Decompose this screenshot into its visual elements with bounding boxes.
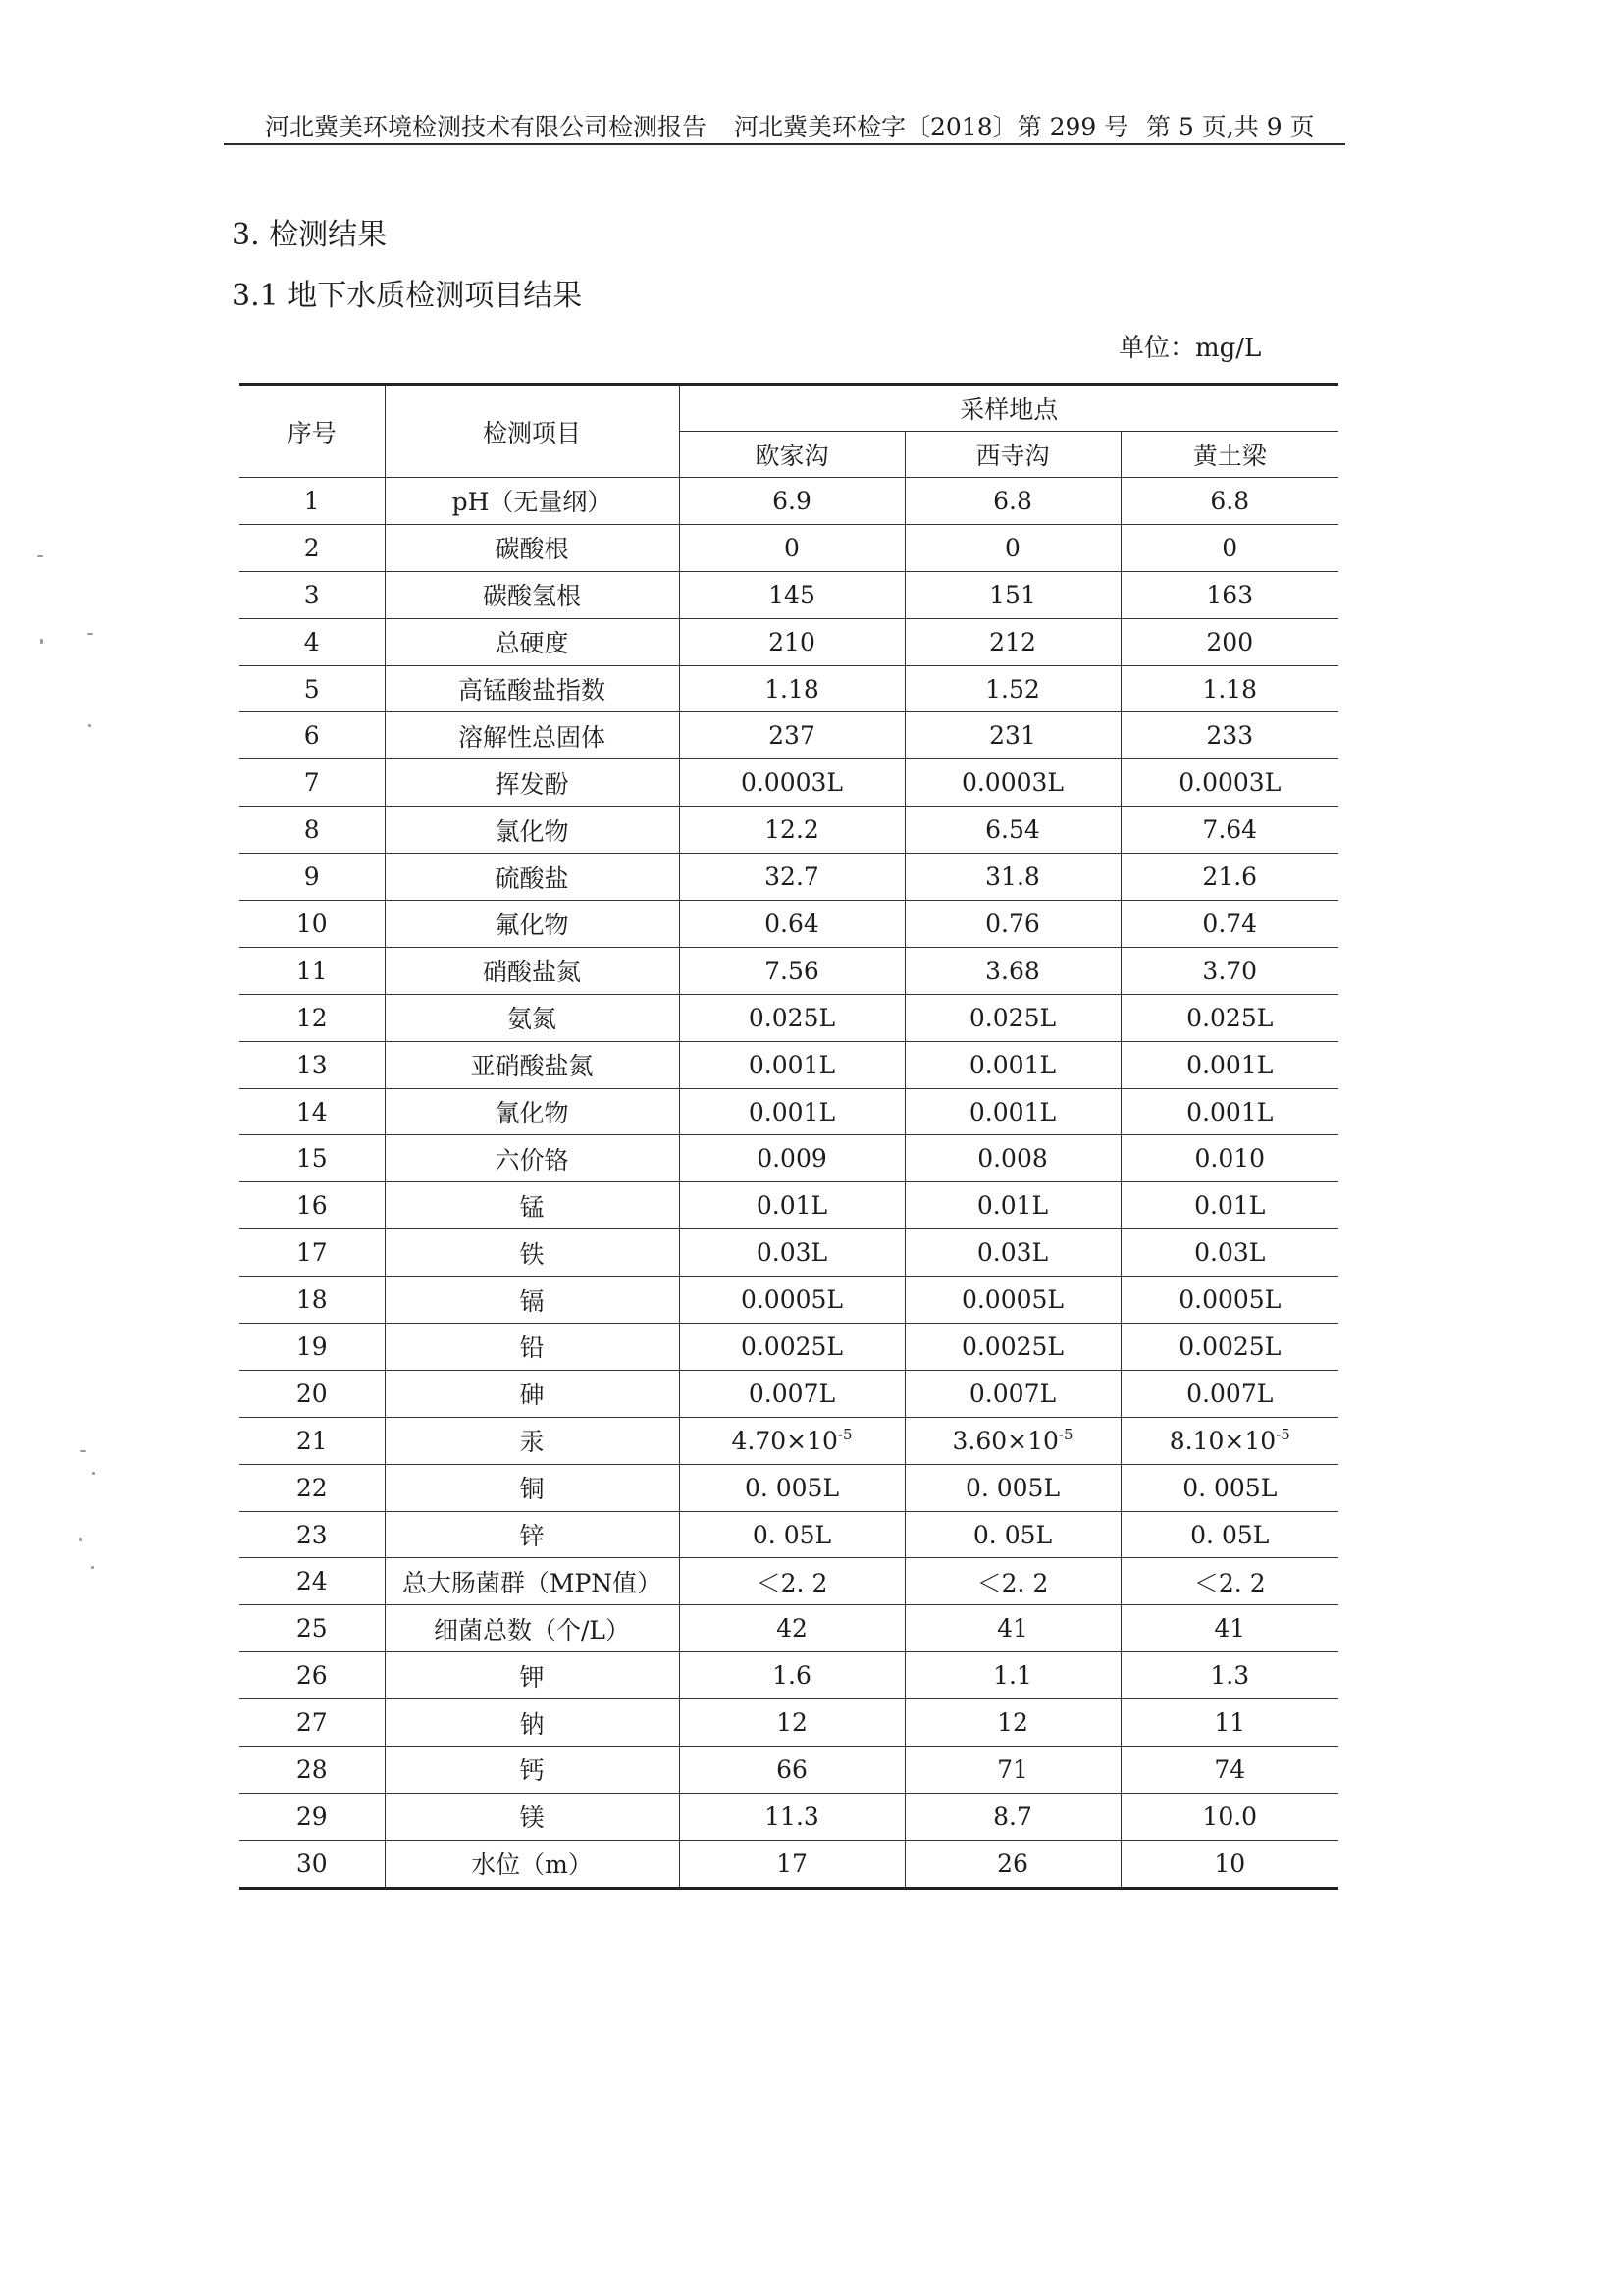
cell-value: 0.009 — [679, 1135, 905, 1182]
cell-item: 水位（m） — [385, 1840, 679, 1888]
cell-item: 铅 — [385, 1324, 679, 1371]
cell-value: 0.0025L — [1121, 1324, 1338, 1371]
cell-value: 0. 005L — [1121, 1464, 1338, 1511]
header-cell-no: 序号 — [239, 385, 385, 478]
cell-no: 30 — [239, 1840, 385, 1888]
cell-no: 26 — [239, 1652, 385, 1699]
cell-value: 0.03L — [905, 1229, 1121, 1277]
cell-item: 总硬度 — [385, 618, 679, 665]
cell-value: 0.03L — [679, 1229, 905, 1277]
cell-value: 0.008 — [905, 1135, 1121, 1182]
table-row — [239, 712, 1338, 759]
cell-item: 铁 — [385, 1229, 679, 1277]
cell-item: 亚硝酸盐氮 — [385, 1041, 679, 1088]
cell-value: 0.010 — [1121, 1135, 1338, 1182]
cell-item: 钾 — [385, 1652, 679, 1699]
cell-item: 锌 — [385, 1511, 679, 1558]
cell-item: 溶解性总固体 — [385, 712, 679, 759]
scan-speck — [88, 724, 91, 727]
cell-item: 总大肠菌群（MPN值） — [385, 1558, 679, 1605]
cell-value: 32.7 — [679, 854, 905, 901]
cell-value: 0.001L — [1121, 1088, 1338, 1135]
cell-no: 11 — [239, 947, 385, 994]
cell-value: 0.64 — [679, 901, 905, 948]
table-row — [239, 1558, 1338, 1605]
cell-value: 0.001L — [905, 1041, 1121, 1088]
scan-speck — [92, 1472, 95, 1475]
table-row — [239, 901, 1338, 948]
table-row — [239, 759, 1338, 807]
cell-value: 163 — [1121, 571, 1338, 618]
table-row — [239, 1417, 1338, 1464]
cell-no: 4 — [239, 618, 385, 665]
table-row — [239, 1840, 1338, 1888]
cell-item: pH（无量纲） — [385, 478, 679, 525]
cell-value: 0.025L — [905, 994, 1121, 1041]
table-row — [239, 807, 1338, 854]
table-row — [239, 994, 1338, 1041]
cell-value: 210 — [679, 618, 905, 665]
cell-value: 231 — [905, 712, 1121, 759]
cell-value: 31.8 — [905, 854, 1121, 901]
table-row — [239, 618, 1338, 665]
cell-value: 0.001L — [679, 1041, 905, 1088]
table-row — [239, 1699, 1338, 1747]
cell-item: 细菌总数（个/L） — [385, 1605, 679, 1652]
cell-no: 17 — [239, 1229, 385, 1277]
table-row — [239, 571, 1338, 618]
scan-speck — [40, 639, 43, 644]
cell-value: 0. 05L — [1121, 1511, 1338, 1558]
scan-speck — [37, 555, 43, 557]
header-company: 河北冀美环境检测技术有限公司检测报告 — [265, 113, 707, 141]
cell-value: 0.0025L — [905, 1324, 1121, 1371]
cell-item: 高锰酸盐指数 — [385, 665, 679, 712]
cell-value: 7.56 — [679, 947, 905, 994]
table-row — [239, 478, 1338, 525]
cell-value: 0.76 — [905, 901, 1121, 948]
table-row — [239, 1135, 1338, 1182]
cell-value: 233 — [1121, 712, 1338, 759]
table-row — [239, 1277, 1338, 1324]
cell-value: 26 — [905, 1840, 1121, 1888]
cell-no: 19 — [239, 1324, 385, 1371]
cell-value: 6.8 — [905, 478, 1121, 525]
cell-no: 10 — [239, 901, 385, 948]
scan-speck — [91, 1566, 94, 1569]
table-row — [239, 524, 1338, 571]
cell-no: 3 — [239, 571, 385, 618]
cell-value: 0.74 — [1121, 901, 1338, 948]
cell-value: 6.54 — [905, 807, 1121, 854]
cell-item: 汞 — [385, 1417, 679, 1464]
cell-no: 25 — [239, 1605, 385, 1652]
cell-item: 碳酸根 — [385, 524, 679, 571]
table-row — [239, 1370, 1338, 1417]
value-base: 3.60×10 — [952, 1426, 1059, 1455]
header-cell-site: 欧家沟 — [679, 432, 905, 478]
header-report-code: 河北冀美环检字〔2018〕第 299 号 — [734, 113, 1129, 141]
cell-no: 22 — [239, 1464, 385, 1511]
groundwater-results-table — [239, 383, 1338, 1890]
cell-item: 氨氮 — [385, 994, 679, 1041]
subsection-title: 3.1 地下水质检测项目结果 — [232, 279, 583, 313]
scan-speck — [87, 633, 93, 635]
cell-item: 铜 — [385, 1464, 679, 1511]
scan-speck — [80, 1450, 86, 1452]
cell-item: 锰 — [385, 1182, 679, 1229]
cell-value: ＜2. 2 — [1121, 1558, 1338, 1605]
cell-item: 挥发酚 — [385, 759, 679, 807]
cell-value: 237 — [679, 712, 905, 759]
unit-label: 单位：mg/L — [1119, 334, 1262, 363]
cell-no: 21 — [239, 1417, 385, 1464]
results-table-container — [239, 383, 1338, 1890]
table-row — [239, 947, 1338, 994]
table-row — [239, 1464, 1338, 1511]
table-row — [239, 1793, 1338, 1840]
cell-no: 14 — [239, 1088, 385, 1135]
cell-no: 12 — [239, 994, 385, 1041]
header-cell-site: 黄土梁 — [1121, 432, 1338, 478]
cell-no: 23 — [239, 1511, 385, 1558]
cell-value: 200 — [1121, 618, 1338, 665]
cell-value: 0.03L — [1121, 1229, 1338, 1277]
cell-value: ＜2. 2 — [679, 1558, 905, 1605]
table-row — [239, 1324, 1338, 1371]
cell-no: 9 — [239, 854, 385, 901]
cell-value: 0. 05L — [679, 1511, 905, 1558]
cell-value: 66 — [679, 1747, 905, 1794]
cell-value: 0. 005L — [905, 1464, 1121, 1511]
section-title: 3. 检测结果 — [232, 218, 388, 252]
header-cell-sampling-site: 采样地点 — [679, 385, 1338, 432]
cell-no: 6 — [239, 712, 385, 759]
cell-value: 0.007L — [1121, 1370, 1338, 1417]
cell-value: 0.001L — [1121, 1041, 1338, 1088]
table-row — [239, 1182, 1338, 1229]
cell-value: 7.64 — [1121, 807, 1338, 854]
header-page-info: 第 5 页,共 9 页 — [1146, 113, 1315, 141]
cell-value: 0.0003L — [905, 759, 1121, 807]
cell-item: 氟化物 — [385, 901, 679, 948]
cell-value: 12 — [905, 1699, 1121, 1747]
cell-value: 1.6 — [679, 1652, 905, 1699]
cell-value: 10.0 — [1121, 1793, 1338, 1840]
cell-value: 3.68 — [905, 947, 1121, 994]
cell-value: 0 — [1121, 524, 1338, 571]
cell-item: 硫酸盐 — [385, 854, 679, 901]
cell-no: 13 — [239, 1041, 385, 1088]
value-base: 8.10×10 — [1169, 1426, 1277, 1455]
cell-value: 42 — [679, 1605, 905, 1652]
cell-value: 145 — [679, 571, 905, 618]
cell-item: 钠 — [385, 1699, 679, 1747]
cell-value: 1.18 — [1121, 665, 1338, 712]
cell-value: 0 — [679, 524, 905, 571]
cell-no: 7 — [239, 759, 385, 807]
cell-value: 0.025L — [1121, 994, 1338, 1041]
header-cell-site: 西寺沟 — [905, 432, 1121, 478]
table-row — [239, 1605, 1338, 1652]
cell-value: 3.70 — [1121, 947, 1338, 994]
cell-value: 0.007L — [905, 1370, 1121, 1417]
cell-value: 1.18 — [679, 665, 905, 712]
cell-no: 28 — [239, 1747, 385, 1794]
cell-no: 18 — [239, 1277, 385, 1324]
cell-value — [1121, 1417, 1338, 1464]
cell-value: 0.001L — [679, 1088, 905, 1135]
cell-value: 0.0003L — [1121, 759, 1338, 807]
table-row — [239, 1747, 1338, 1794]
cell-item: 氯化物 — [385, 807, 679, 854]
cell-no: 20 — [239, 1370, 385, 1417]
cell-item: 硝酸盐氮 — [385, 947, 679, 994]
scan-speck — [79, 1538, 82, 1541]
cell-value: 11.3 — [679, 1793, 905, 1840]
cell-value: 8.7 — [905, 1793, 1121, 1840]
cell-no: 16 — [239, 1182, 385, 1229]
cell-no: 2 — [239, 524, 385, 571]
cell-no: 29 — [239, 1793, 385, 1840]
cell-value: 0.0025L — [679, 1324, 905, 1371]
cell-item: 六价铬 — [385, 1135, 679, 1182]
cell-value: 1.52 — [905, 665, 1121, 712]
cell-value: 0.01L — [1121, 1182, 1338, 1229]
cell-value: 0.01L — [679, 1182, 905, 1229]
table-row — [239, 1229, 1338, 1277]
cell-no: 15 — [239, 1135, 385, 1182]
value-exponent: -5 — [837, 1425, 853, 1443]
cell-value: 10 — [1121, 1840, 1338, 1888]
table-row — [239, 1041, 1338, 1088]
cell-value: 11 — [1121, 1699, 1338, 1747]
header-cell-item: 检测项目 — [385, 385, 679, 478]
table-row — [239, 1088, 1338, 1135]
cell-value: ＜2. 2 — [905, 1558, 1121, 1605]
value-exponent: -5 — [1276, 1425, 1290, 1443]
table-row — [239, 1652, 1338, 1699]
cell-item: 钙 — [385, 1747, 679, 1794]
cell-item: 镁 — [385, 1793, 679, 1840]
cell-value: 0.007L — [679, 1370, 905, 1417]
table-row — [239, 665, 1338, 712]
cell-value: 12.2 — [679, 807, 905, 854]
cell-item: 氰化物 — [385, 1088, 679, 1135]
cell-value: 41 — [905, 1605, 1121, 1652]
table-row — [239, 1511, 1338, 1558]
value-base: 4.70×10 — [731, 1426, 838, 1455]
cell-value: 12 — [679, 1699, 905, 1747]
cell-value: 0.001L — [905, 1088, 1121, 1135]
cell-no: 24 — [239, 1558, 385, 1605]
table-row — [239, 854, 1338, 901]
cell-value: 6.8 — [1121, 478, 1338, 525]
cell-value: 0.0005L — [1121, 1277, 1338, 1324]
cell-value: 0. 005L — [679, 1464, 905, 1511]
cell-value: 6.9 — [679, 478, 905, 525]
cell-value — [905, 1417, 1121, 1464]
cell-value: 1.1 — [905, 1652, 1121, 1699]
value-exponent: -5 — [1058, 1425, 1073, 1443]
cell-value: 0. 05L — [905, 1511, 1121, 1558]
cell-value: 1.3 — [1121, 1652, 1338, 1699]
cell-value: 0.0003L — [679, 759, 905, 807]
cell-no: 27 — [239, 1699, 385, 1747]
cell-value: 71 — [905, 1747, 1121, 1794]
cell-value: 0 — [905, 524, 1121, 571]
cell-value: 0.025L — [679, 994, 905, 1041]
cell-value — [679, 1417, 905, 1464]
cell-value: 0.0005L — [905, 1277, 1121, 1324]
cell-value: 21.6 — [1121, 854, 1338, 901]
cell-no: 8 — [239, 807, 385, 854]
cell-item: 碳酸氢根 — [385, 571, 679, 618]
cell-value: 41 — [1121, 1605, 1338, 1652]
cell-value: 151 — [905, 571, 1121, 618]
cell-value: 74 — [1121, 1747, 1338, 1794]
cell-value: 0.0005L — [679, 1277, 905, 1324]
cell-no: 5 — [239, 665, 385, 712]
cell-no: 1 — [239, 478, 385, 525]
cell-value: 212 — [905, 618, 1121, 665]
cell-value: 0.01L — [905, 1182, 1121, 1229]
cell-value: 17 — [679, 1840, 905, 1888]
cell-item: 镉 — [385, 1277, 679, 1324]
cell-item: 砷 — [385, 1370, 679, 1417]
report-header — [224, 102, 1345, 145]
